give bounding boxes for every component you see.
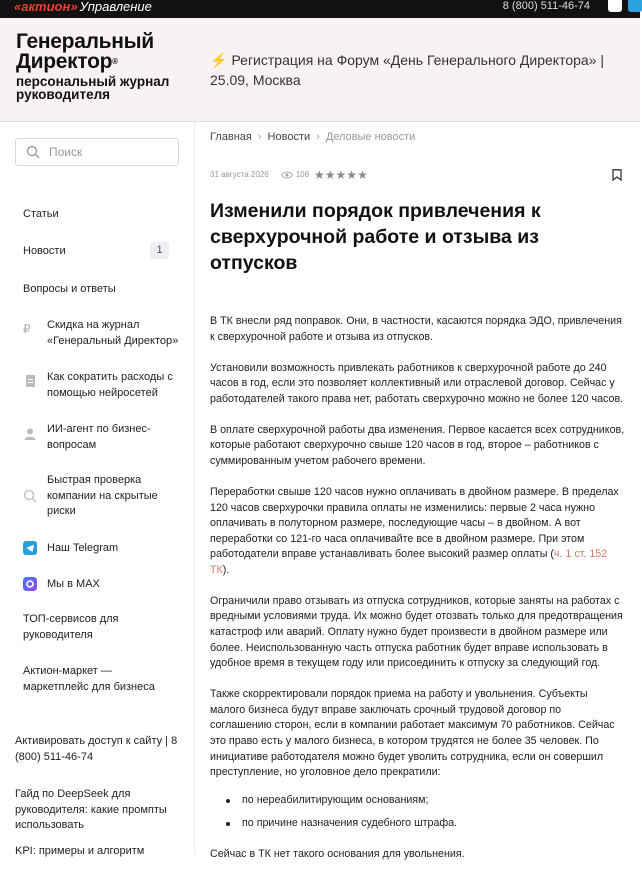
paragraph-text: Переработки свыше 120 часов нужно оплачивать в двойном размере. В пределах 120 часов сверхурочки правила оплаты не изменились: первые 2 часа нужно оплачивать в полуторном размере, последующие часы – в двойном. А вот переработки со 121-го часа оплачивайте все в двойном размере. При этом работодатели вправе устанавливать более высокий размер оплаты (	[210, 485, 619, 561]
sidebar-item-label: Скидка на журнал «Генеральный Директор»	[47, 319, 179, 347]
news-count-badge: 1	[150, 242, 169, 259]
logo-line2	[16, 52, 186, 72]
article-views: 108	[295, 170, 310, 179]
aktion-brand: «актион»	[14, 0, 78, 14]
chevron-right-icon: ›	[316, 131, 320, 143]
article-paragraph	[210, 485, 625, 579]
article-paragraph: Установили возможность привлекать работников к сверхурочной работе до 240 часов в год, если это позволяет коллективный или отраслевой договор. Сейчас у работодателей такого права нет, работать сверхурочно можно не более 120 часов.	[210, 361, 624, 405]
sidebar-item-articles[interactable]: Статьи	[23, 208, 59, 220]
article-paragraph: Также скорректировали порядок приема на работу и увольнения. Субъекты малого бизнеса будут вправе заключать срочный трудовой договор по соглашению сторон, если в компании работает максимум 70 работников. Сейчас это право есть у малого бизнеса, в котором трудятся не более 35 человек. По инициативе работодателя можно будет уволить сотрудника, если он совершил преступление, но уголовное дело прекратили:	[210, 688, 615, 779]
logo-line1: Генеральный	[16, 30, 154, 53]
promo-banner[interactable]	[210, 50, 620, 90]
search-icon	[23, 489, 37, 503]
sidebar-deepseek-guide[interactable]: Гайд по DeepSeek для руководителя: какие промпты использовать	[15, 788, 167, 831]
star-icon[interactable]: ★	[357, 168, 368, 182]
top-bar	[0, 0, 640, 18]
promo-text: Регистрация на Форум «День Генерального Директора» | 25.09, Москва	[210, 52, 605, 88]
article-paragraph: В ТК внесли ряд поправок. Они, в частности, касаются порядка ЭДО, привлечения к сверхурочной работе и отзыва из отпусков.	[210, 315, 622, 343]
article-paragraph: В оплате сверхурочной работы два изменения. Первое касается всех сотрудников, которые работают сверхурочно свыше 120 часов в год, второе – работников с суммированным учетом рабочего времени.	[210, 423, 625, 467]
sidebar	[0, 122, 195, 857]
article-meta	[210, 170, 309, 179]
star-icon[interactable]: ★	[324, 168, 336, 182]
star-icon[interactable]: ★	[335, 168, 347, 182]
telegram-top-icon[interactable]	[628, 0, 642, 12]
list-item: по нереабилитирующим основаниям;	[210, 793, 625, 809]
lightning-icon: ⚡	[210, 52, 228, 68]
rating-stars[interactable]	[314, 168, 368, 182]
sidebar-item-label: Наш Telegram	[47, 542, 119, 554]
bookmark-icon[interactable]	[612, 169, 622, 181]
search-placeholder: Поиск	[49, 145, 83, 159]
sidebar-kpi[interactable]: KPI: примеры и алгоритм	[15, 845, 145, 857]
sidebar-item-label: ИИ-агент по бизнес-вопросам	[47, 423, 151, 451]
breadcrumb	[210, 131, 415, 143]
chevron-right-icon: ›	[257, 131, 262, 143]
chat-icon[interactable]	[608, 0, 622, 12]
list-item: по причине назначения судебного штрафа.	[210, 816, 625, 832]
paragraph-text: ).	[222, 563, 230, 576]
top-phone[interactable]: 8 (800) 511-46-74	[502, 0, 590, 12]
search-input[interactable]	[15, 138, 179, 166]
site-header	[0, 18, 640, 122]
logo-tagline: персональный журнал руководителя	[16, 74, 170, 102]
sidebar-item-aktion-market[interactable]: Актион-маркет — маркетплейс для бизнеса	[23, 665, 155, 693]
aktion-brand-sub: Управление	[79, 0, 152, 14]
article-list	[210, 793, 625, 832]
site-logo[interactable]	[16, 32, 186, 101]
star-icon[interactable]: ★	[314, 168, 325, 182]
document-icon	[23, 374, 37, 388]
article-paragraph: Ограничили право отзывать из отпуска сотрудников, которые заняты на работах с вредными условиями труда. Их можно будет отозвать только для предотвращения катастроф или аварий. Оплату нужно будет произвести в двойном размере или более. Неиспользованную часть отпуска работник будет вправе использовать в удобное время в текущем году или присоединить к отпуску за следующий год.	[210, 594, 623, 670]
law-reference-link[interactable]: ч. 1 ст. 152 ТК	[210, 548, 608, 576]
article-date: 31 августа 2026	[210, 170, 269, 179]
sidebar-item-news[interactable]: Новости	[23, 245, 66, 257]
breadcrumb-current[interactable]: Деловые новости	[325, 131, 416, 143]
person-icon	[23, 427, 37, 441]
max-icon	[23, 577, 37, 591]
sidebar-item-label: Быстрая проверка компании на скрытые риски	[47, 474, 158, 517]
breadcrumb-home[interactable]: Главная	[210, 131, 252, 143]
sidebar-item-label: Мы в MAX	[47, 578, 100, 590]
article-title: Изменили порядок привлечения к сверхурочной работе и отзыва из отпусков	[210, 200, 541, 274]
sidebar-item-qa[interactable]: Вопросы и ответы	[23, 283, 116, 295]
sidebar-item-label: Как сократить расходы с помощью нейросетей	[47, 371, 173, 399]
eye-icon	[281, 171, 293, 179]
telegram-icon	[23, 541, 37, 555]
breadcrumb-news[interactable]: Новости	[267, 131, 311, 143]
star-icon[interactable]: ★	[346, 168, 358, 182]
ruble-icon: ₽	[23, 322, 31, 336]
sidebar-item-top-services[interactable]: ТОП-сервисов для руководителя	[23, 613, 119, 641]
search-icon	[26, 145, 40, 159]
article-body	[210, 314, 625, 878]
logo-line2-text: Директор	[16, 50, 113, 73]
logo-registered-mark: ®	[112, 57, 118, 66]
article-paragraph: Сейчас в ТК нет такого основания для увольнения.	[210, 847, 465, 860]
sidebar-activate-access[interactable]: Активировать доступ к сайту | 8 (800) 511-46-74	[15, 735, 178, 763]
aktion-logo[interactable]	[14, 0, 152, 14]
